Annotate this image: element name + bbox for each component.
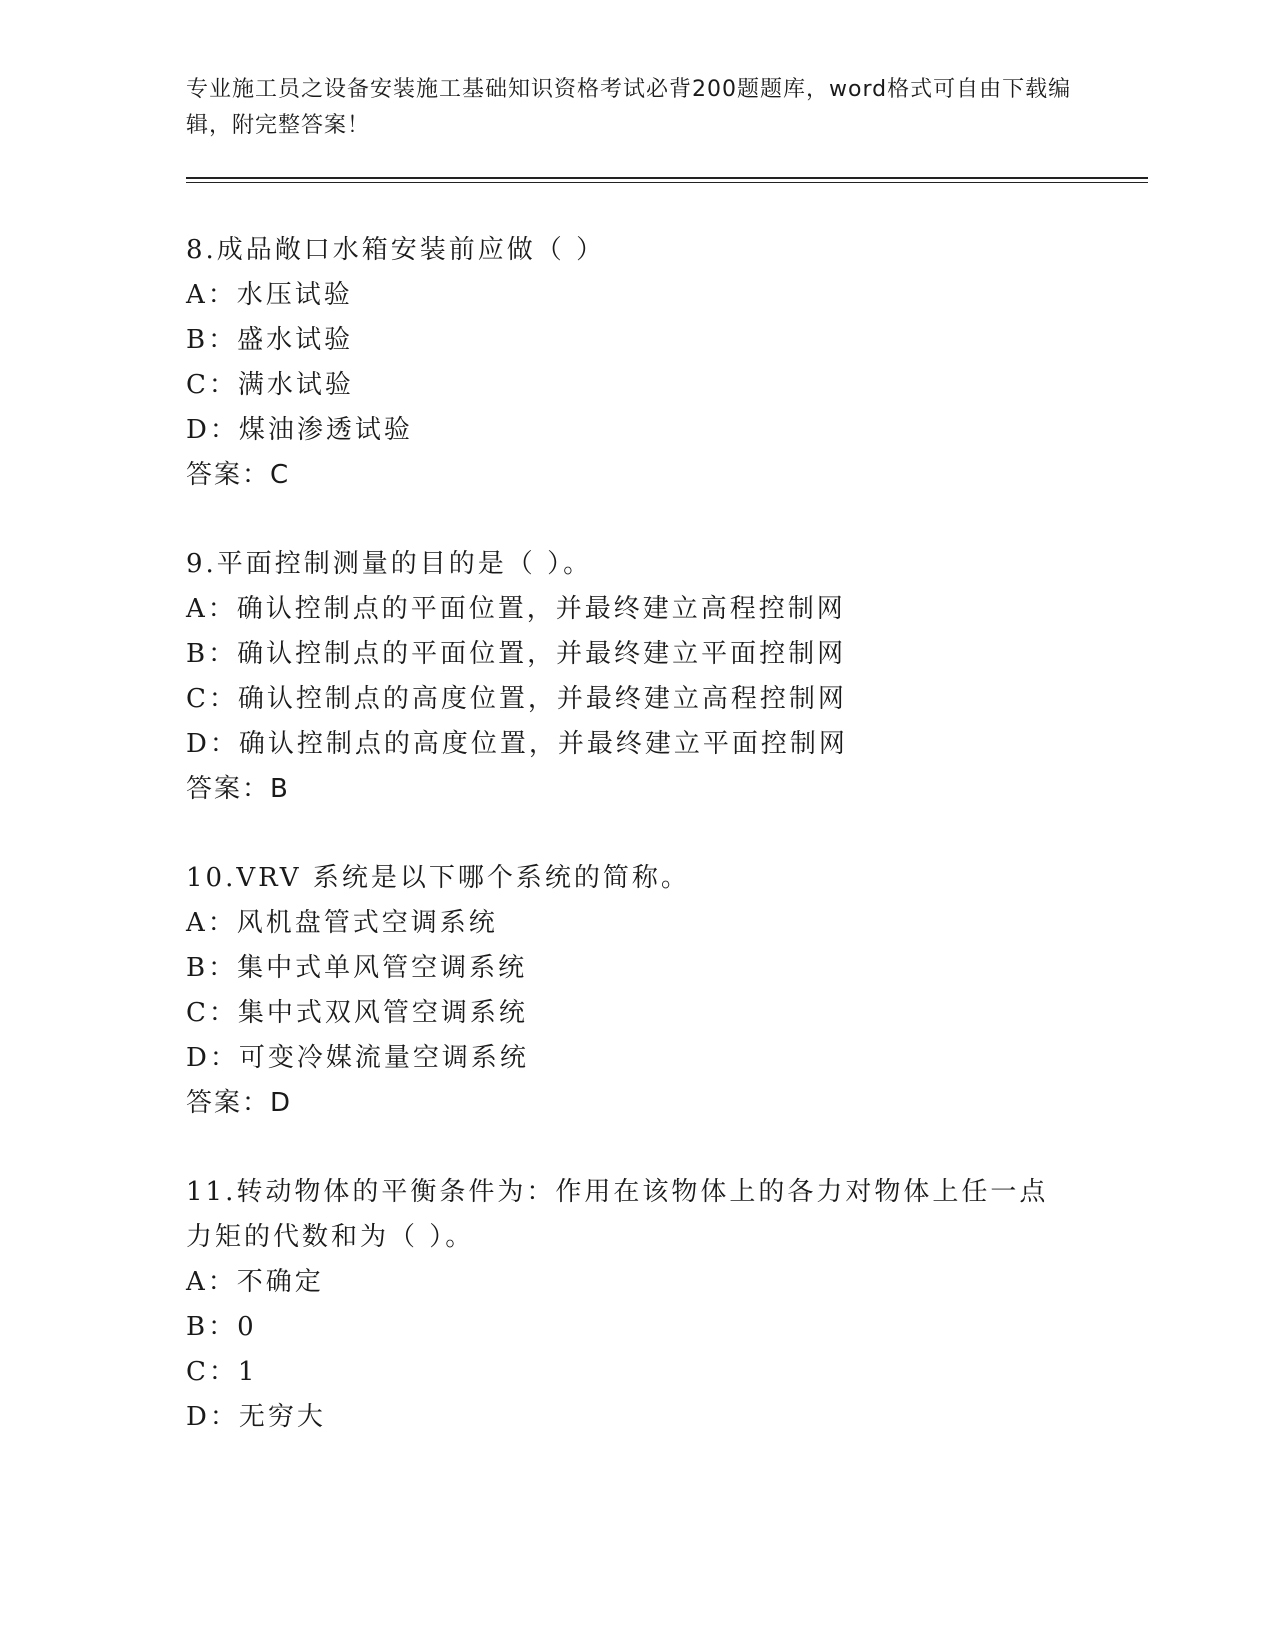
option-b: B：确认控制点的平面位置，并最终建立平面控制网 [186, 639, 847, 669]
question-10 [186, 856, 1086, 1126]
question-8 [186, 228, 1086, 498]
option-a: A：不确定 [186, 1267, 324, 1297]
header-divider-thick [186, 177, 1148, 179]
question-stem: 8.成品敞口水箱安装前应做（ ） [186, 235, 606, 265]
header-divider-thin [186, 182, 1148, 183]
option-c: C：集中式双风管空调系统 [186, 998, 528, 1028]
option-d: D：煤油渗透试验 [186, 415, 413, 445]
option-d: D：确认控制点的高度位置，并最终建立平面控制网 [186, 729, 848, 759]
answer-line: 答案：D [186, 1088, 293, 1118]
question-9 [186, 542, 1086, 812]
question-list [186, 228, 1086, 1484]
document-header: 专业施工员之设备安装施工基础知识资格考试必背200题题库，word格式可自由下载编辑，附完整答案！ [186, 77, 1072, 138]
option-a: A：风机盘管式空调系统 [186, 908, 498, 938]
option-b: B：0 [186, 1312, 257, 1342]
question-stem: 9.平面控制测量的目的是（ ）。 [186, 549, 593, 579]
answer-line: 答案：B [186, 774, 290, 804]
option-a: A：水压试验 [186, 280, 353, 310]
option-b: B：盛水试验 [186, 325, 354, 355]
option-c: C：确认控制点的高度位置，并最终建立高程控制网 [186, 684, 847, 714]
option-d: D：无穷大 [186, 1402, 326, 1432]
option-c: C：1 [186, 1357, 258, 1387]
option-a: A：确认控制点的平面位置，并最终建立高程控制网 [186, 594, 846, 624]
option-b: B：集中式单风管空调系统 [186, 953, 528, 983]
question-stem: 10.VRV 系统是以下哪个系统的简称。 [186, 863, 690, 893]
option-c: C：满水试验 [186, 370, 354, 400]
question-stem: 11.转动物体的平衡条件为：作用在该物体上的各力对物体上任一点力矩的代数和为（ ）。 [186, 1177, 1049, 1252]
option-d: D：可变冷媒流量空调系统 [186, 1043, 529, 1073]
question-11 [186, 1170, 1086, 1440]
answer-line: 答案：C [186, 460, 291, 490]
